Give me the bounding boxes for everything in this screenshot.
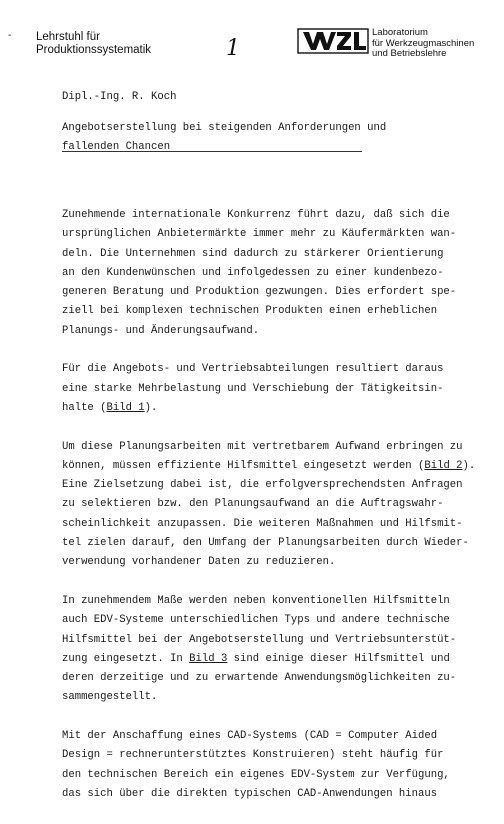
paragraph: Um diese Planungsarbeiten mit vertretbarem Aufwand erbringen zu können, müssen effiziente Hilfsmittel eingesetzt werden (Bild 2). Eine Zielsetzung dabei ist, die erfolgversprechendsten Anfragen zu selektieren bzw. den Planungsaufwand an die Auftragswahr- scheinlichkeit anzupassen. Die weiteren Maßnahmen und Hilfsmit- tel zielen darauf, den Umfang der Planungsarbeiten durch Wieder- verwendung vorhandener Daten zu reduzieren. [62, 440, 476, 569]
body-text [62, 206, 482, 824]
figure-reference-bild-1: Bild 1 [106, 401, 145, 414]
wzl-logo [297, 28, 369, 54]
page-number: 1 [226, 36, 240, 61]
figure-reference-bild-2: Bild 2 [424, 459, 463, 472]
document-title: Angebotserstellung bei steigenden Anforderungen und fallenden Chancen [62, 122, 387, 153]
corner-mark: - [8, 30, 12, 41]
title-underline [62, 151, 362, 152]
left-institution-name: Lehrstuhl für Produktionssystematik [36, 31, 152, 56]
paragraph: Zunehmende internationale Konkurrenz führt dazu, daß sich die ursprünglichen Anbietermärkte immer mehr zu Käufermärkten wan- deln. Die Unternehmen sind dadurch zu stärkerer Orientierung an den Kundenwünschen und infolgedessen zu einer kundenbezo- generen Beratung und Produktion gezwungen. Dies erfordert spe- ziell bei komplexen technischen Produkten einen erheblichen Planungs- und Änderungsaufwand. [62, 209, 457, 337]
paragraph: Für die Angebots- und Vertriebsabteilungen resultiert daraus eine starke Mehrbelastung und Verschiebung der Tätigkeitsin- halte (Bild 1). [62, 363, 444, 414]
figure-reference-bild-3: Bild 3 [189, 652, 228, 665]
right-institution-name: Laboratorium für Werkzeugmaschinen und Betriebslehre [372, 27, 475, 59]
paragraph: In zunehmendem Maße werden neben konventionellen Hilfsmitteln auch EDV-Systeme unterschiedlichen Typs und andere technische Hilfsmittel bei der Angebotserstellung und Vertriebsunterstüt- zung eingesetzt. In Bild 3 sind einige dieser Hilfsmittel und deren derzeitige und zu erwartende Anwendungsmöglichkeiten zu- sammengestellt. [62, 594, 457, 704]
author: Dipl.-Ing. R. Koch [62, 91, 177, 103]
paragraph: Mit der Anschaffung eines CAD-Systems (CAD = Computer Aided Design = rechnerunterstütztes Konstruieren) steht häufig für den technischen Bereich ein eigenes EDV-System zur Verfügung, das sich über die direkten typischen CAD-Anwendungen hinaus [62, 730, 450, 800]
